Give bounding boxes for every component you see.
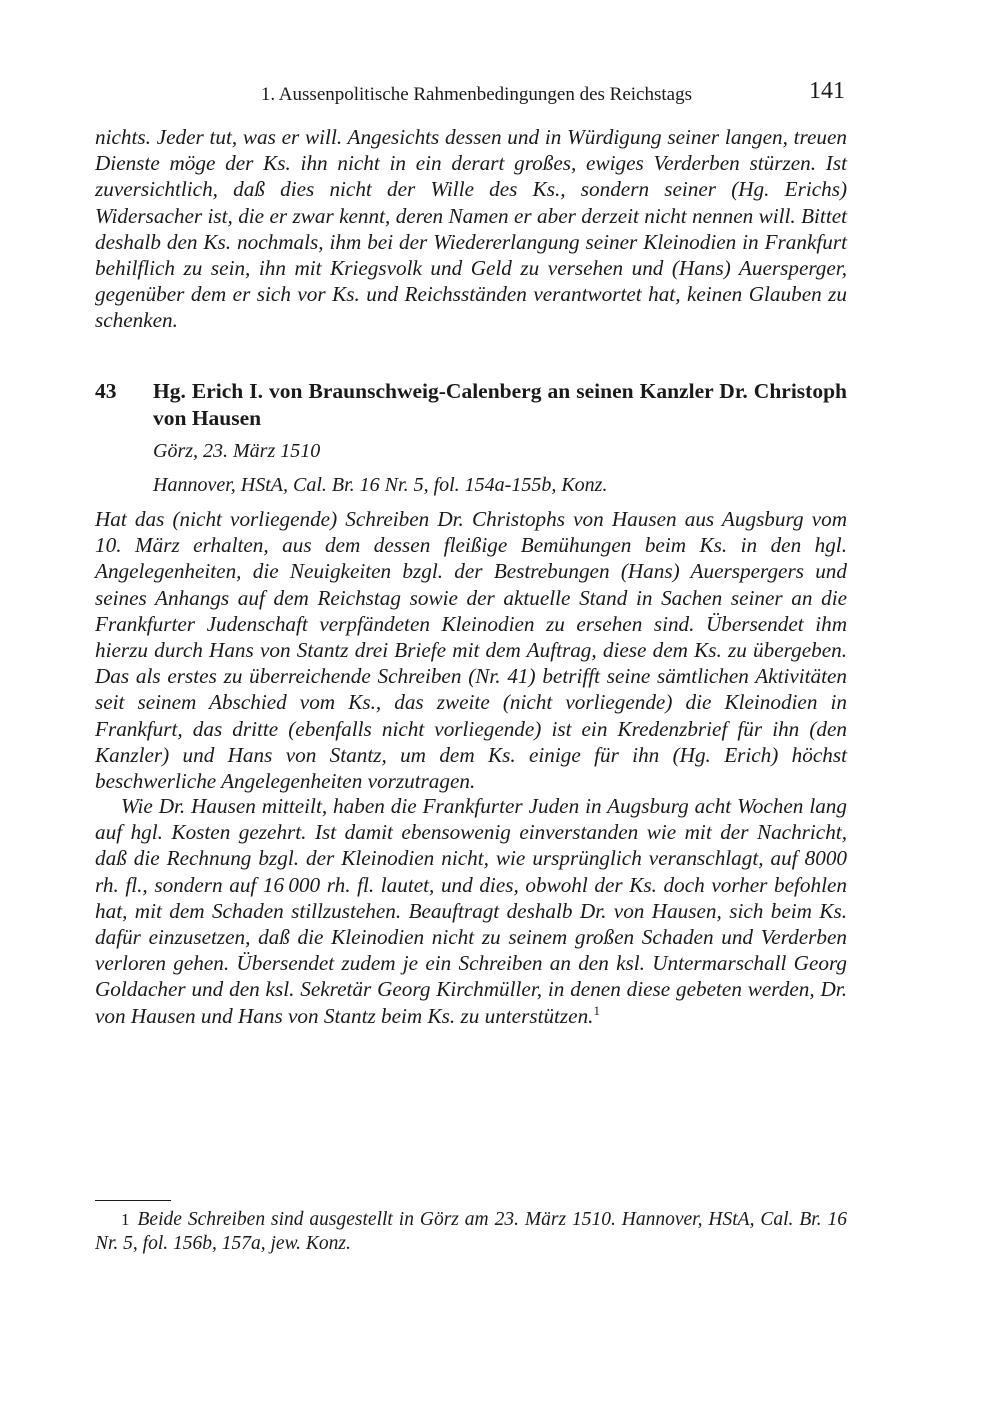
summary-paragraph-1: Hat das (nicht vorliegende) Schreiben Dr. Christophs von Hausen aus Augsburg vom 10. März erhalten, aus dem dessen fleißige Bemühungen beim Ks. in den hgl. Angelegenheiten, die Neuigkeiten bzgl. der Bestrebungen (Hans) Auerspergers und seines Anhangs auf dem Reichstag sowie der aktuelle Stand in Sachen seiner an die Frankfurter Judenschaft verpfändeten Kleinodien zu ersehen sind. Übersendet ihm hierzu durch Hans von Stantz drei Briefe mit dem Auftrag, diese dem Ks. zu übergeben. Das als erstes zu überreichende Schreiben (Nr. 41) betrifft seine sämtlichen Aktivitäten seit seinem Abschied vom Ks., das zweite (nicht vorliegende) die Kleinodien in Frankfurt, das dritte (ebenfalls nicht vorliegende) ist ein Kredenzbrief für ihn (den Kanzler) und Hans von Stantz, um dem Ks. einige für ihn (Hg. Erich) höchst beschwerliche Angelegenheiten vorzutragen. <box>95 507 847 794</box>
document-title: Hg. Erich I. von Braunschweig-Calenberg an seinen Kanzler Dr. Christoph von Hausen <box>153 379 847 430</box>
footnote-text: Beide Schreiben sind ausgestellt in Görz am 23. März 1510. Hannover, HStA, Cal. Br. 16 Nr. 5, fol. 156b, 157a, jew. Konz. <box>95 1209 847 1254</box>
footnote <box>95 1208 847 1255</box>
page-number: 141 <box>809 78 845 104</box>
footnote-reference[interactable]: 1 <box>593 1002 600 1018</box>
summary-paragraph-2-text: Wie Dr. Hausen mitteilt, haben die Frankfurter Juden in Augsburg acht Wochen lang auf hgl. Kosten gezehrt. Ist damit ebensowenig einverstanden wie mit der Nachricht, daß die Rechnung bzgl. der Kleinodien nicht, wie ursprünglich veranschlagt, auf 8000 rh. fl., sondern auf 16 000 rh. fl. lautet, und dies, obwohl der Ks. doch vorher befohlen hat, mit dem Schaden stillzustehen. Beauftragt deshalb Dr. von Hausen, sich beim Ks. dafür einzusetzen, daß die Kleinodien nicht zu seinem großen Schaden und Verderben verloren gehen. Übersendet zudem je ein Schreiben an den ksl. Untermarschall Georg Goldacher und den ksl. Sekretär Georg Kirchmüller, in denen diese gebeten werden, Dr. von Hausen und Hans von Stantz beim Ks. zu unterstützen. <box>95 794 847 1028</box>
document-source: Hannover, HStA, Cal. Br. 16 Nr. 5, fol. 154a-155b, Konz. <box>153 474 608 496</box>
footnote-mark: 1 <box>121 1210 130 1229</box>
intro-paragraph: nichts. Jeder tut, was er will. Angesichts dessen und in Würdigung seiner langen, treuen Dienste möge der Ks. ihn nicht in ein derart großes, ewiges Verderben stürzen. Ist zuversichtlich, daß dies nicht der Wille des Ks., sondern seiner (Hg. Erichs) Widersacher ist, die er zwar kennt, deren Namen er aber derzeit nicht nennen will. Bittet deshalb den Ks. nochmals, ihm bei der Wiedererlangung seiner Kleinodien in Frankfurt behilflich zu sein, ihn mit Kriegsvolk und Geld zu versehen und (Hans) Auersperger, gegenüber dem er sich vor Ks. und Reichsständen verantwortet hat, keinen Glauben zu schenken. <box>95 125 847 333</box>
footnote-separator <box>95 1200 171 1201</box>
document-number: 43 <box>95 379 117 403</box>
document-place-date: Görz, 23. März 1510 <box>153 440 321 462</box>
running-head <box>95 78 847 110</box>
summary-paragraph-2 <box>95 793 847 1029</box>
running-head-title: 1. Aussenpolitische Rahmenbedingungen des Reichstags <box>260 84 692 105</box>
